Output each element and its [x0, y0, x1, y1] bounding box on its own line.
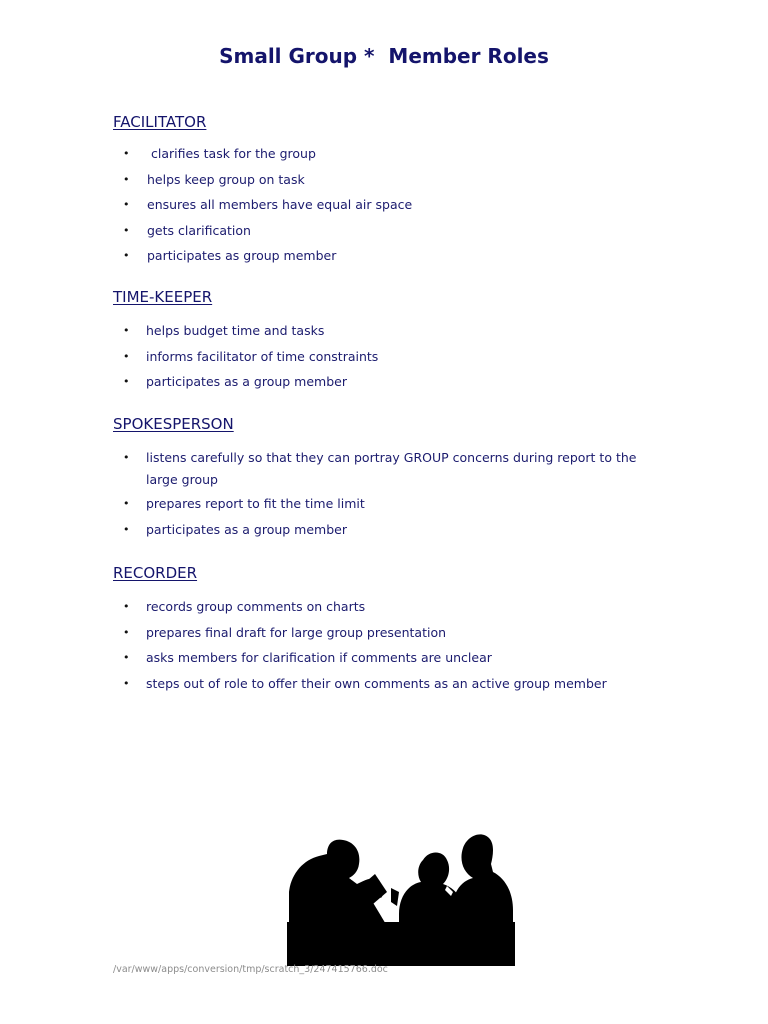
- list-item-text: listens carefully so that they can portray GROUP concerns during report to the large group: [146, 450, 637, 487]
- list-item-text: informs facilitator of time constraints: [146, 348, 379, 364]
- footer-file-path: /var/www/apps/conversion/tmp/scratch_3/247415766.doc: [113, 964, 388, 975]
- list-item-text: participates as a group member: [146, 521, 347, 537]
- list-item: [113, 673, 673, 699]
- bullet-icon: •: [123, 223, 130, 237]
- section-time-keeper: [113, 288, 673, 397]
- list-item-text: prepares final draft for large group presentation: [146, 624, 447, 640]
- list-item-text: participates as a group member: [146, 374, 347, 389]
- bullet-icon: •: [123, 651, 130, 664]
- section-heading: TIME-KEEPER: [113, 288, 213, 306]
- bullet-icon: •: [123, 497, 130, 510]
- list-item-text: helps budget time and tasks: [146, 323, 325, 338]
- list-item: [113, 220, 673, 246]
- list-item: [113, 194, 673, 220]
- list-item: [113, 519, 673, 545]
- bullet-icon: •: [123, 147, 130, 160]
- bullet-icon: •: [123, 198, 130, 211]
- section-spokesperson: [113, 415, 673, 544]
- list-item: [113, 447, 646, 493]
- bullet-icon: •: [123, 600, 130, 613]
- list-item: [113, 245, 673, 271]
- list-item: [113, 346, 673, 372]
- section-recorder: [113, 564, 673, 698]
- bullet-icon: •: [123, 522, 130, 536]
- list-item: [113, 596, 673, 622]
- list-item: [113, 143, 673, 169]
- role-duties-list: [113, 143, 673, 271]
- bullet-icon: •: [123, 324, 130, 337]
- list-item-text: clarifies task for the group: [147, 146, 316, 161]
- list-item-text: asks members for clarification if comments are unclear: [146, 650, 492, 665]
- list-item-text: participates as group member: [147, 248, 337, 263]
- list-item-text: steps out of role to offer their own comments as an active group member: [146, 675, 607, 691]
- section-heading: FACILITATOR: [113, 113, 207, 131]
- group-meeting-silhouette-icon: [287, 826, 515, 966]
- list-item-text: prepares report to fit the time limit: [146, 496, 365, 511]
- bullet-icon: •: [123, 676, 130, 690]
- role-duties-list: [113, 320, 673, 397]
- bullet-icon: •: [123, 625, 130, 639]
- list-item: [113, 647, 673, 673]
- bullet-icon: •: [123, 349, 130, 363]
- bullet-icon: •: [123, 375, 130, 388]
- list-item-text: ensures all members have equal air space: [147, 197, 413, 212]
- page-title: Small Group * Member Roles: [219, 44, 549, 68]
- role-duties-list: [113, 447, 673, 544]
- bullet-icon: •: [123, 172, 130, 186]
- list-item: [113, 320, 673, 346]
- role-duties-list: [113, 596, 673, 698]
- section-heading: SPOKESPERSON: [113, 415, 234, 433]
- section-facilitator: [113, 113, 673, 271]
- list-item: [113, 622, 673, 648]
- bullet-icon: •: [123, 249, 130, 262]
- list-item: [113, 371, 673, 397]
- list-item: [113, 169, 673, 195]
- list-item-text: records group comments on charts: [146, 599, 366, 614]
- list-item-text: gets clarification: [147, 222, 251, 238]
- list-item-text: helps keep group on task: [147, 171, 305, 187]
- list-item: [113, 493, 673, 519]
- bullet-icon: •: [123, 451, 130, 464]
- section-heading: RECORDER: [113, 564, 198, 582]
